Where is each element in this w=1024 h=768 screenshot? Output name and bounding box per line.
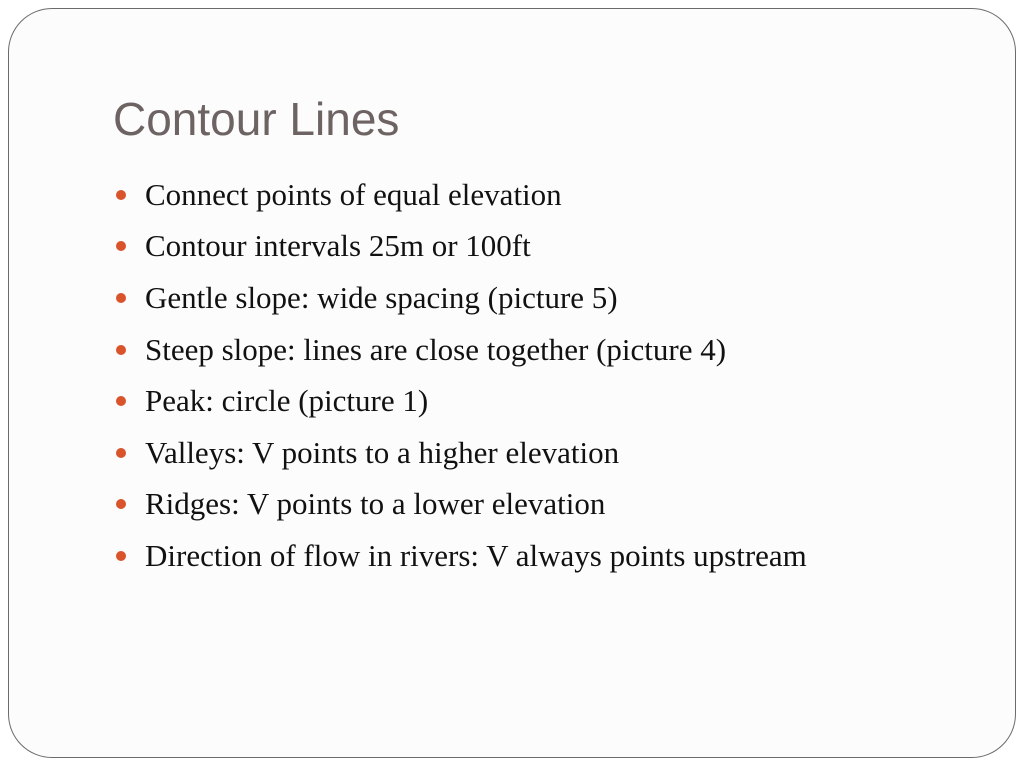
bullet-item [116,272,807,324]
bullet-text: Gentle slope: wide spacing (picture 5) [145,279,618,315]
bullet-text: Contour intervals 25m or 100ft [145,228,531,264]
bullet-item [116,530,807,582]
bullet-text: Steep slope: lines are close together (picture 4) [145,331,727,367]
bullet-text: Connect points of equal elevation [145,176,562,212]
slide-frame [8,8,1016,758]
bullet-dot-icon [116,448,126,458]
bullet-item [116,221,807,273]
bullet-item [116,169,807,221]
bullet-dot-icon [116,551,126,561]
bullet-list [116,169,807,582]
bullet-text: Ridges: V points to a lower elevation [145,486,606,522]
bullet-text: Direction of flow in rivers: V always points upstream [145,537,807,573]
bullet-dot-icon [116,293,126,303]
bullet-text: Valleys: V points to a higher elevation [145,434,620,470]
bullet-dot-icon [116,499,126,509]
bullet-dot-icon [116,396,126,406]
bullet-item [116,375,807,427]
bullet-dot-icon [116,345,126,355]
bullet-text: Peak: circle (picture 1) [145,383,429,419]
bullet-dot-icon [116,190,126,200]
bullet-item [116,479,807,531]
bullet-dot-icon [116,241,126,251]
bullet-item [116,324,807,376]
bullet-item [116,427,807,479]
slide-title: Contour Lines [113,93,400,145]
